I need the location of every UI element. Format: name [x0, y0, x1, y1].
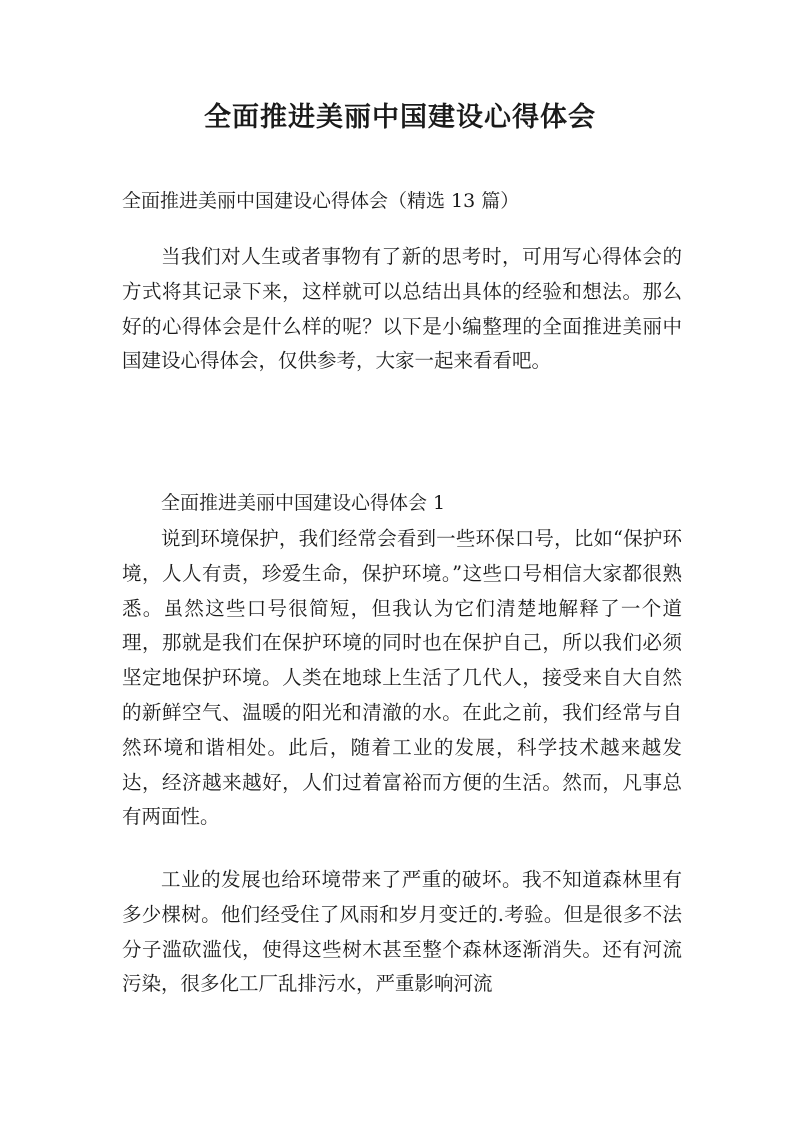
- document-subtitle: 全面推进美丽中国建设心得体会（精选 13 篇）: [122, 190, 520, 212]
- section-heading: 全面推进美丽中国建设心得体会 1: [161, 492, 446, 514]
- document-title: 全面推进美丽中国建设心得体会: [204, 102, 596, 133]
- body-paragraph: 说到环境保护，我们经常会看到一些环保口号，比如“保护环境，人人有责，珍爱生命，保护环境。”这些口号相信大家都很熟悉。虽然这些口号很简短，但我认为它们清楚地解释了一个道理，那就是我们在保护环境的同时也在保护自己，所以我们必须坚定地保护环境。人类在地球上生活了几代人，接受来自大自然的新鲜空气、温暖的阳光和清澈的水。在此之前，我们经常与自然环境和谐相处。此后，随着工业的发展，科学技术越来越发达，经济越来越好，人们过着富裕而方便的生活。然而，凡事总有两面性。: [122, 527, 682, 829]
- body-paragraph: 工业的发展也给环境带来了严重的破坏。我不知道森林里有多少棵树。他们经受住了风雨和岁月变迁的.考验。但是很多不法分子滥砍滥伐，使得这些树木甚至整个森林逐渐消失。还有河流污染，很多化工厂乱排污水，严重影响河流: [122, 868, 682, 996]
- intro-paragraph: 当我们对人生或者事物有了新的思考时，可用写心得体会的方式将其记录下来，这样就可以总结出具体的经验和想法。那么好的心得体会是什么样的呢？以下是小编整理的全面推进美丽中国建设心得体会，仅供参考，大家一起来看看吧。: [122, 245, 682, 373]
